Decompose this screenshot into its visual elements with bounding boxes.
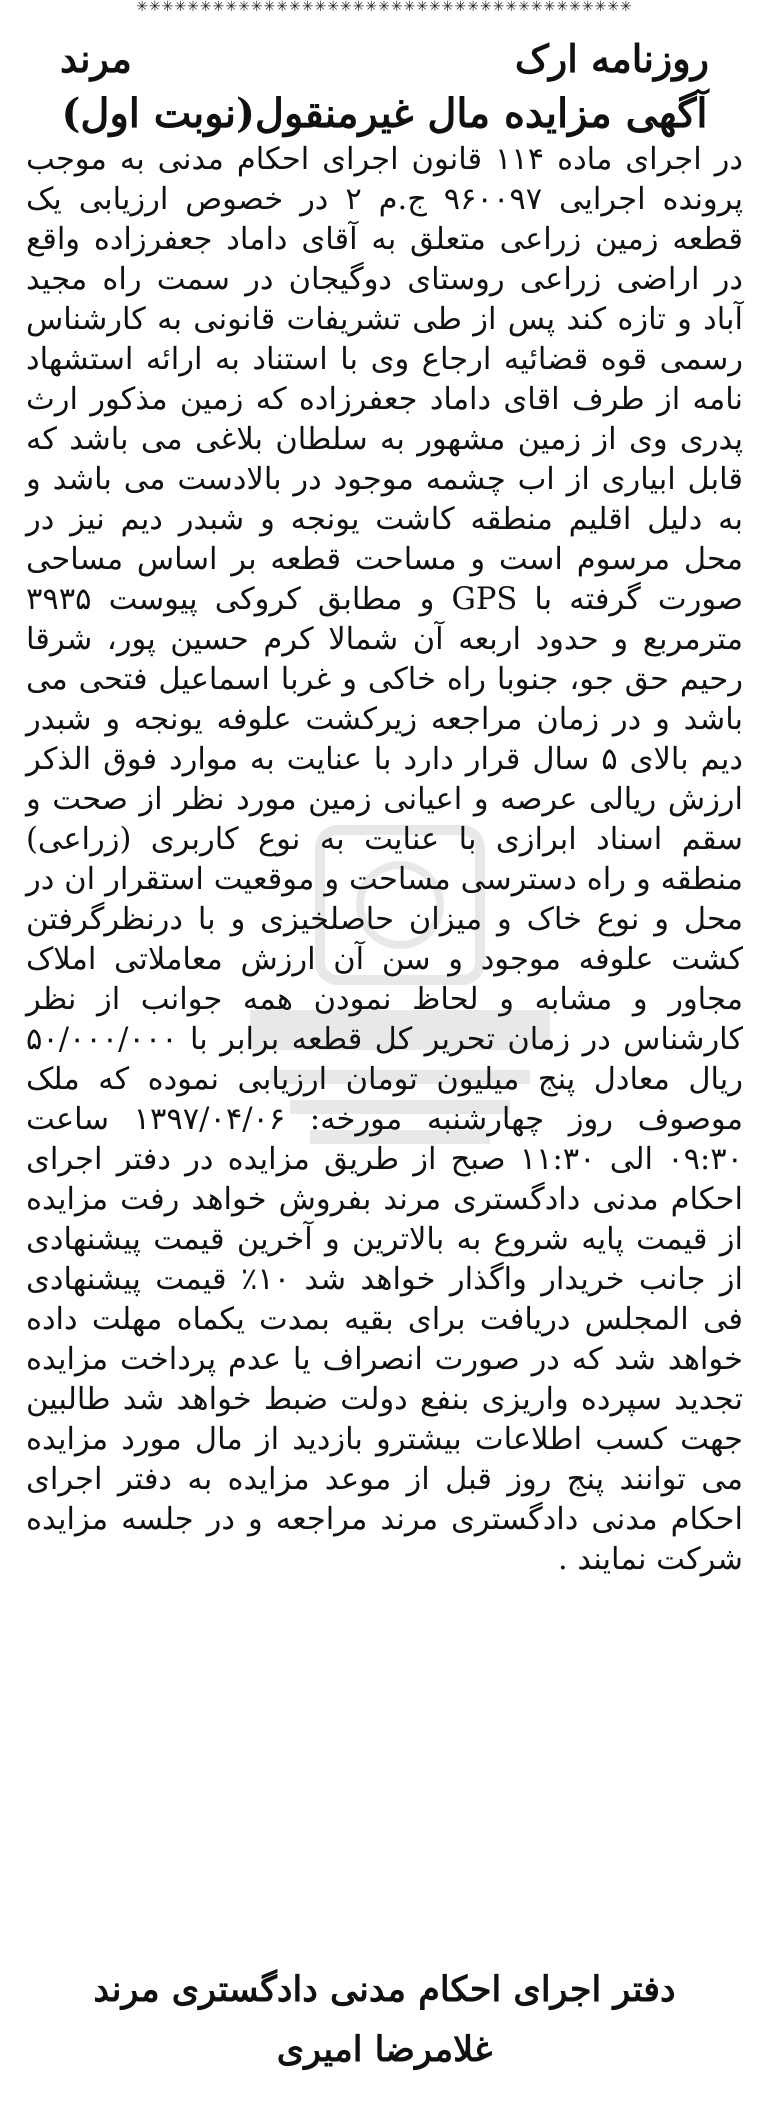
newspaper-name: روزنامه ارک [514, 35, 709, 81]
city-name: مرند [60, 35, 132, 81]
notice-title: آگهی مزایده مال غیرمنقول(نوبت اول) [61, 90, 708, 137]
header [60, 30, 709, 86]
signatory-name: غلامرضا امیری [276, 2029, 493, 2070]
notice-body: در اجرای ماده ۱۱۴ قانون اجرای احکام مدنی به موجب پرونده اجرایی ۹۶۰۰۹۷ ج.م ۲ در خصوص ارزیابی یک قطعه زمین زراعی متعلق به آقای داماد جعفرزاده واقع در اراضی زراعی روستای دوگیجان در سمت راه مجید آباد و تازه کند پس از طی تشریفات قانونی به کارشناس رسمی قوه قضائیه ارجاع وی با استناد به ارائه استشهاد نامه از طرف اقای داماد جعفرزاده که زمین مذکور ارث پدری وی از زمین مشهور به سلطان بلاغی می باشد که قابل ابیاری از اب چشمه موجود در بالادست می باشد و به دلیل اقلیم منطقه کاشت یونجه و شبدر دیم نیز در محل مرسوم است و مساحت قطعه بر اساس مساحی صورت گرفته با GPS و مطابق کروکی پیوست ۳۹۳۵ مترمربع و حدود اربعه آن شمالا کرم حسین پور، شرقا رحیم حق جو، جنوبا راه خاکی و غربا اسماعیل فتحی می باشد و در زمان مراجعه زیرکشت علوفه یونجه و شبدر دیم بالای ۵ سال قرار دارد با عنایت به موارد فوق الذکر ارزش ریالی عرصه و اعیانی زمین مورد نظر از صحت و سقم اسناد ابرازی با عنایت به نوع کاربری (زراعی) منطقه و راه دسترسی مساحت و موقعیت استقرار ان در محل و نوع خاک و میزان حاصلخیزی و با درنظرگرفتن کشت علوفه موجود و سن آن ارزش معاملاتی املاک مجاور و مشابه و لحاظ نمودن همه جوانب از نظر کارشناس در زمان تحریر کل قطعه برابر با ۵۰/۰۰۰/۰۰۰ ریال معادل پنج میلیون تومان ارزیابی نموده که ملک موصوف روز چهارشنبه مورخه: ۱۳۹۷/۰۴/۰۶ ساعت ۰۹:۳۰ الی ۱۱:۳۰ صبح از طریق مزایده در دفتر اجرای احکام مدنی دادگستری مرند بفروش خواهد رفت مزایده از قیمت پایه شروع به بالاترین و آخرین قیمت پیشنهادی از جانب خریدار واگذار خواهد شد ۱۰٪ قیمت پیشنهادی فی المجلس دریافت برای بقیه بمدت یکماه مهلت داده خواهد شد که در صورت انصراف یا عدم پرداخت مزایده تجدید سپرده واریزی بنفع دولت ضبط خواهد شد طالبین جهت کسب اطلاعات بیشترو بازدید از مال مورد مزایده می توانند پنج روز قبل از موعد مزایده به دفتر اجرای احکام مدنی دادگستری مرند مراجعه و در جلسه مزایده شرکت نمایند . [26, 142, 743, 1577]
issuing-office: دفتر اجرای احکام مدنی دادگستری مرند [93, 1969, 676, 2010]
decorative-star-border: ✳✳✳✳✳✳✳✳✳✳✳✳✳✳✳✳✳✳✳✳✳✳✳✳✳✳✳✳✳✳✳✳✳✳✳✳✳✳✳ [136, 0, 633, 14]
